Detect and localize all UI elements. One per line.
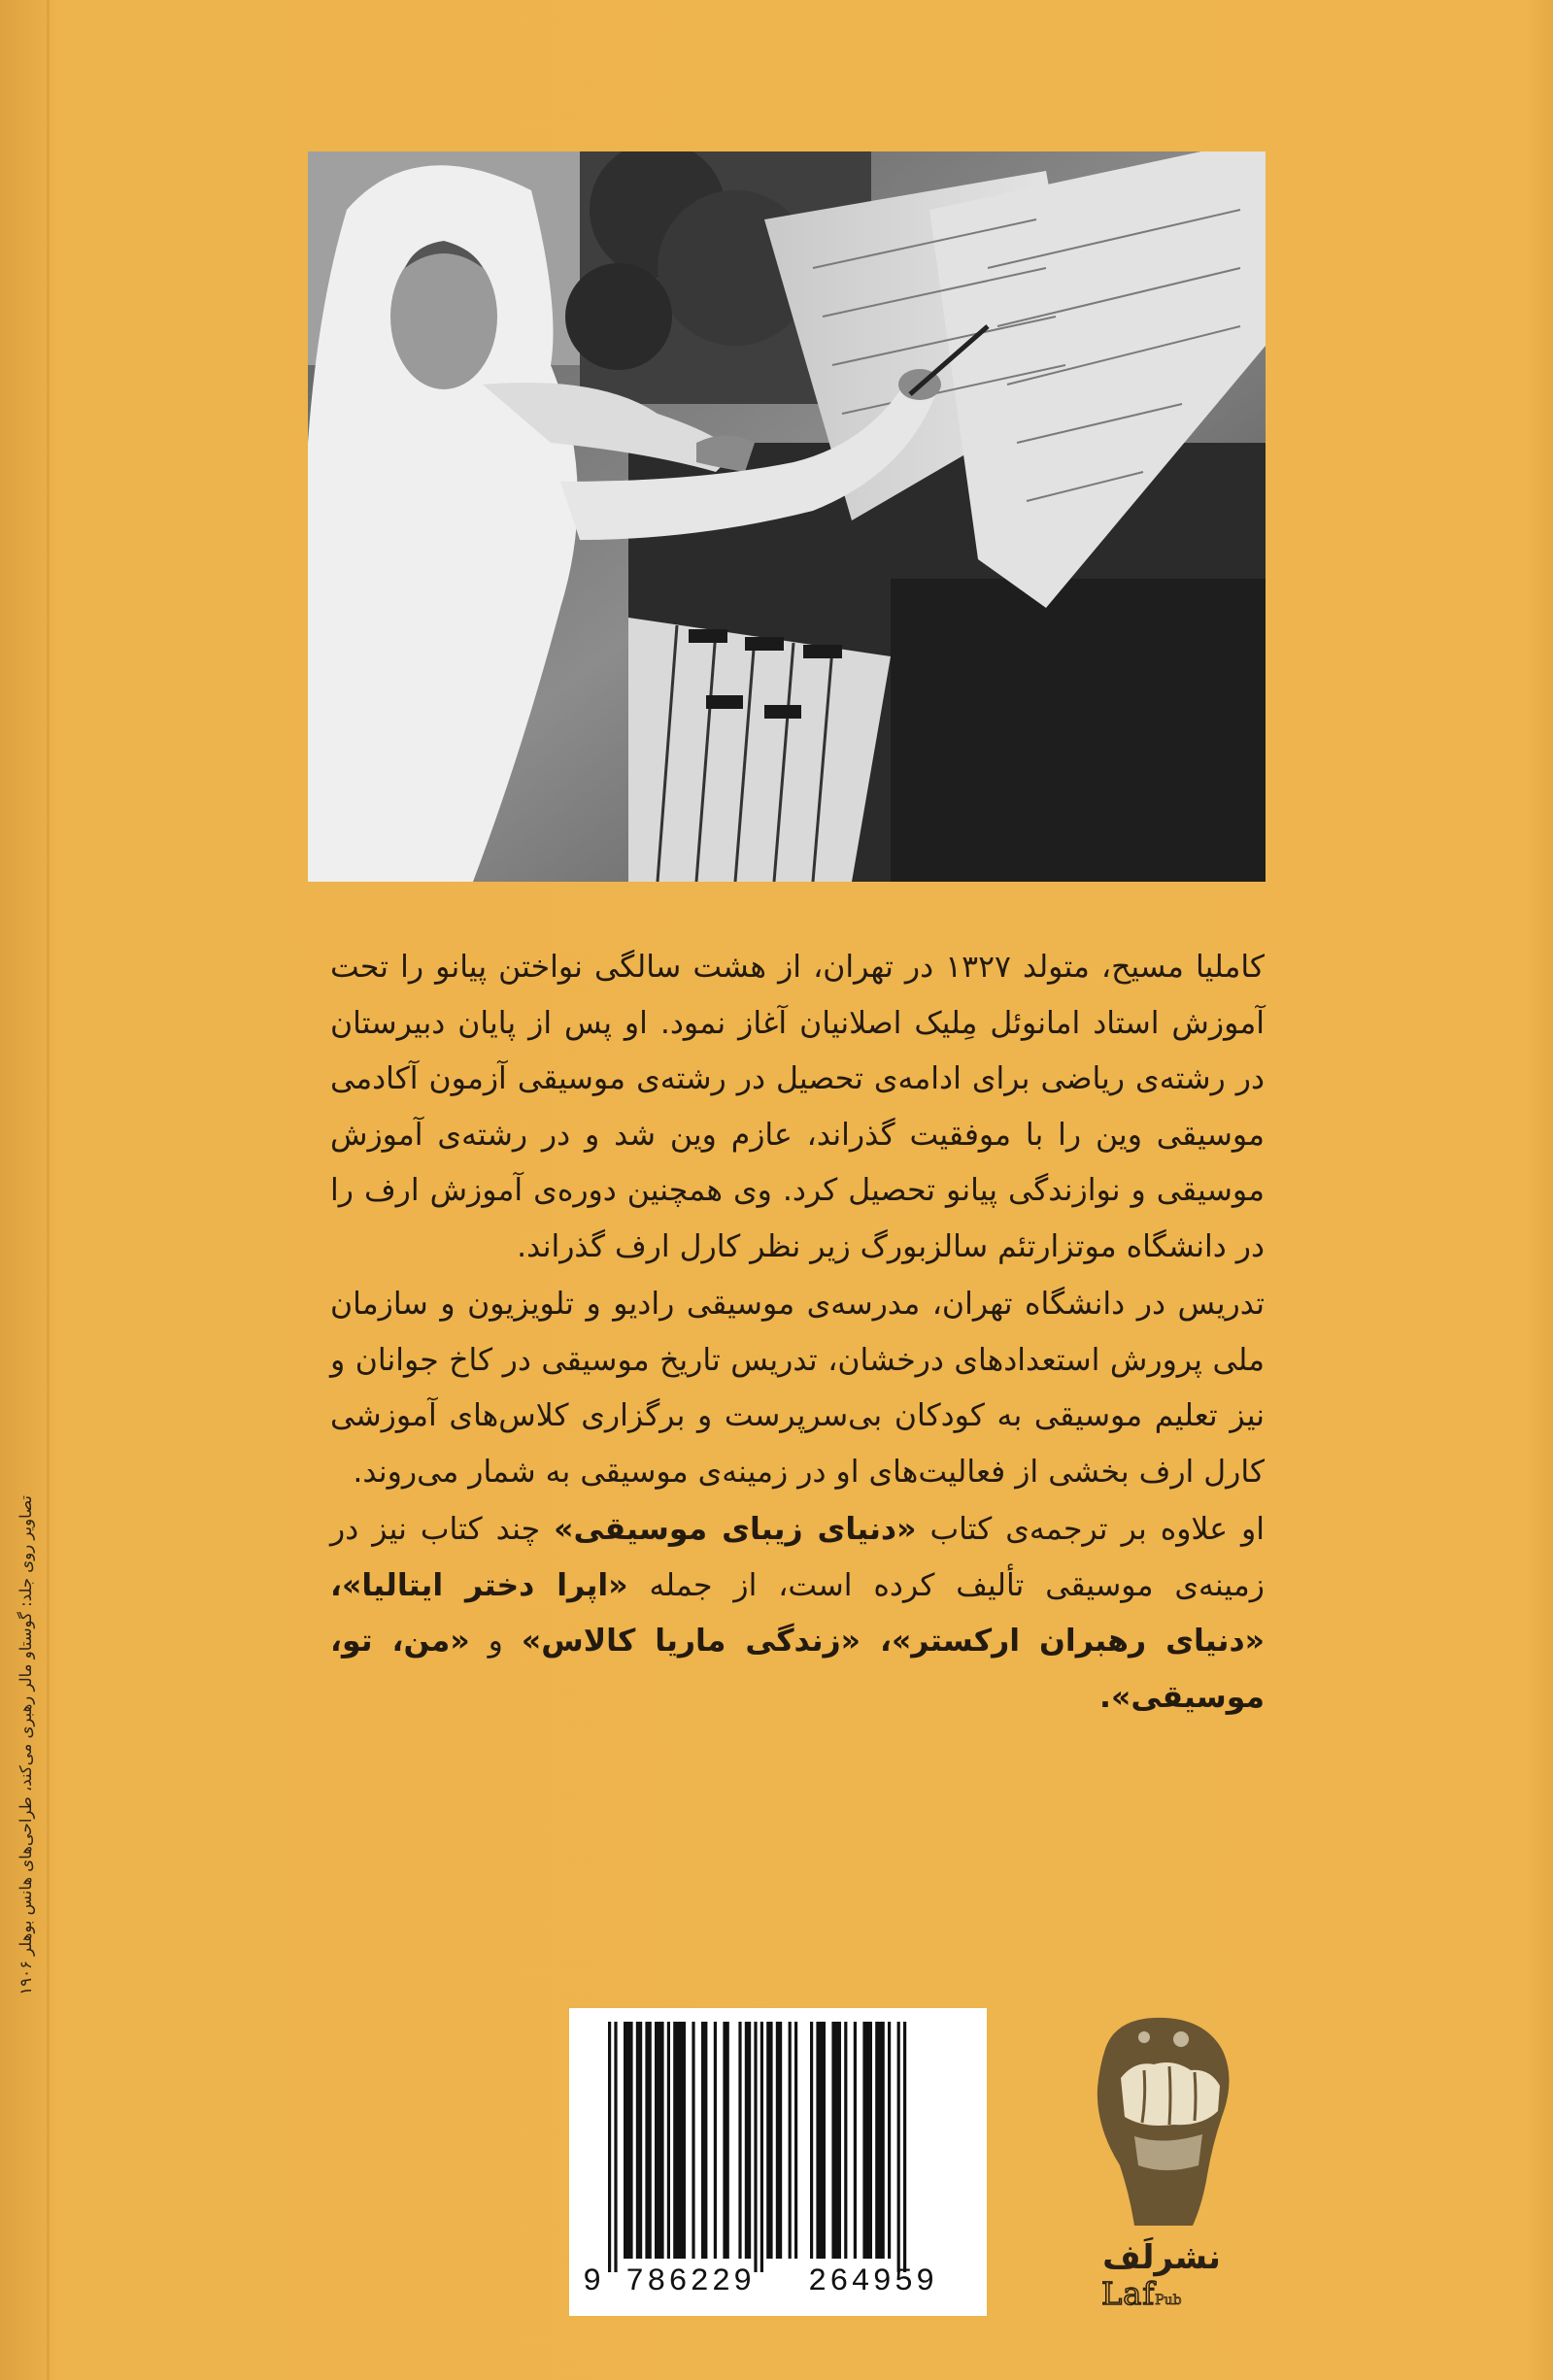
barcode-bar (645, 2022, 651, 2259)
author-biography (330, 940, 1265, 1726)
barcode-bar (714, 2022, 717, 2259)
isbn-barcode (569, 2008, 987, 2316)
barcode-bar (888, 2022, 891, 2259)
book-title: «من، تو، موسیقی». (330, 1624, 1265, 1715)
publisher-latin-sub: Pub (1155, 2293, 1182, 2308)
bio-text: و (469, 1624, 522, 1659)
publisher-latin-main: Laf (1101, 2275, 1156, 2312)
isbn-group-2: 264959 (808, 2263, 938, 2299)
barcode-bar (810, 2022, 813, 2259)
publisher-name-persian: نشرلَف (1102, 2238, 1221, 2277)
author-photo (308, 151, 1266, 882)
barcode-bar (794, 2022, 797, 2259)
isbn-first-digit: 9 (583, 2263, 605, 2299)
barcode-bar (844, 2022, 847, 2259)
barcode-bar (776, 2022, 782, 2259)
book-titles: «اپرا دختر ایتالیا»، «دنیای رهبران ارکستر»، «زندگی ماریا کالاس» (330, 1567, 1265, 1659)
barcode-bar (723, 2022, 728, 2259)
bio-paragraph-2: تدریس در دانشگاه تهران، مدرسه‌ی موسیقی رادیو و تلویزیون و سازمان ملی پرورش استعدادهای درخشان، تدریس تاریخ موسیقی در کاخ جوانان و نیز تعلیم موسیقی به کودکان بی‌سرپرست و برگزاری کلاس‌های آموزشی کارل ارف بخشی از فعالیت‌های او در زمینه‌ی موسیقی به شمار می‌روند. (330, 1287, 1265, 1490)
bio-text: چند کتاب نیز در زمینه‌ی موسیقی تألیف کرده است، از جمله (330, 1512, 1265, 1603)
barcode-bar (766, 2022, 772, 2259)
barcode-bar (701, 2022, 707, 2259)
bio-paragraph-1: کاملیا مسیح، متولد ۱۳۲۷ در تهران، از هشت سالگی نواختن پیانو را تحت آموزش استاد امانوئل مِلیک اصلانیان آغاز نمود. او پس از پایان دبیرستان در رشته‌ی ریاضی برای ادامه‌ی تحصیل در رشته‌ی موسیقی آزمون آکادمی موسیقی وین را با موفقیت گذراند، عازم وین شد و در رشته‌ی آموزش موسیقی و نوازندگی پیانو تحصیل کرد. وی همچنین دوره‌ی آموزش ارف را در دانشگاه موتزارتئم سالزبورگ زیر نظر کارل ارف گذراند. (330, 950, 1265, 1264)
barcode-bar (738, 2022, 741, 2259)
barcode-bar (831, 2022, 841, 2259)
isbn-group-1: 786229 (625, 2263, 756, 2299)
barcode-bar (745, 2022, 751, 2259)
barcode-bar (816, 2022, 826, 2259)
barcode-bar (789, 2022, 792, 2259)
barcode-bar (754, 2022, 757, 2272)
barcode-bar (875, 2022, 885, 2259)
barcode-bar (655, 2022, 664, 2259)
barcode-bar (608, 2022, 611, 2272)
barcode-bar (636, 2022, 642, 2259)
bio-text: او علاوه بر ترجمه‌ی کتاب (916, 1512, 1265, 1547)
bio-paragraph-3 (330, 1502, 1265, 1726)
barcode-bar (673, 2022, 686, 2259)
barcode-bar (897, 2022, 900, 2272)
barcode-bar (624, 2022, 633, 2259)
publisher-name-latin (1101, 2274, 1237, 2320)
book-title: «دنیای زیبای موسیقی» (554, 1512, 917, 1547)
barcode-bar (614, 2022, 617, 2272)
barcode-bar (854, 2022, 857, 2259)
spine-edge (47, 0, 50, 2380)
barcode-bar (903, 2022, 906, 2272)
barcode-bar (667, 2022, 670, 2259)
cover-image-credit: تصاویر روی جلد: گوستاو مالر رهبری می‌کند، طراحی‌های هانس بوهلر ۱۹۰۶ (17, 1495, 35, 1995)
barcode-bar (692, 2022, 694, 2259)
barcode-bar (760, 2022, 763, 2272)
barcode-bar (862, 2022, 872, 2259)
isbn-number (569, 2263, 987, 2302)
